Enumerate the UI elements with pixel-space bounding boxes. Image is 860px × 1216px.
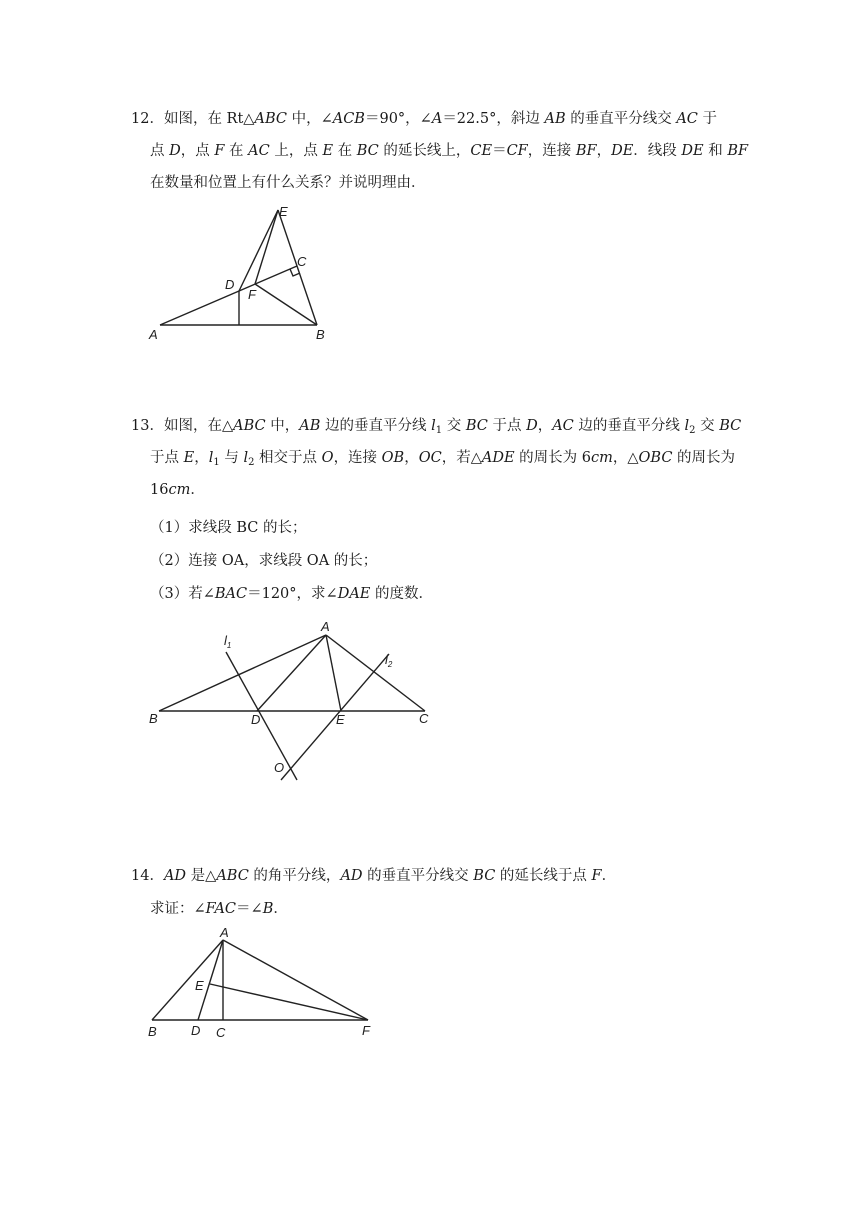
- q13-line-l2: [281, 654, 389, 780]
- q12-line-3: 在数量和位置上有什么关系？并说明理由．: [150, 175, 426, 191]
- q14-line-2: 求证：∠FAC＝∠B．: [150, 901, 288, 917]
- q12-label-b: B: [316, 327, 325, 342]
- q13-segment-ab: [159, 635, 326, 711]
- q13-label-l2: $l_2$: [385, 652, 393, 669]
- q13-label-d: D: [251, 712, 261, 727]
- q13-figure: [140, 618, 450, 788]
- q12-line-1: 12．如图，在 Rt△ABC 中，∠ACB＝90°，∠A＝22.5°，斜边 AB 的垂直平分线交 AC 于: [131, 111, 718, 127]
- q14-line-1: 14．AD 是△ABC 的角平分线，AD 的垂直平分线交 BC 的延长线于点 F．: [131, 868, 617, 884]
- q14-label-a: A: [220, 925, 229, 940]
- q12-label-d: D: [225, 277, 235, 292]
- q14-label-e: E: [195, 978, 204, 993]
- q12-label-c: C: [297, 254, 307, 269]
- q13-segment-ae: [326, 635, 341, 711]
- q13-segment-ac: [326, 635, 425, 711]
- q12-segment-fe: [255, 210, 278, 284]
- q13-line-2: 于点 E，$l_1$ 与 $l_2$ 相交于点 O，连接 OB，OC，若△ADE 的周长为 6cm，△OBC 的周长为: [150, 450, 736, 468]
- q13-label-o: O: [274, 760, 285, 775]
- q14-segment-af: [223, 940, 368, 1020]
- q13-label-c: C: [419, 711, 429, 726]
- q12-segment-ac: [160, 266, 297, 325]
- q12-label-f: F: [248, 287, 256, 302]
- q14-label-c: C: [216, 1025, 226, 1040]
- q13-label-e: E: [336, 712, 345, 727]
- q14-label-f: F: [362, 1023, 370, 1038]
- q14-number: 14．: [131, 868, 164, 884]
- q14-label-d: D: [191, 1023, 201, 1038]
- q14-segment-ef: [210, 984, 368, 1020]
- q12-label-a: A: [149, 327, 158, 342]
- q13-sub-question-1: （1）求线段 BC 的长；: [150, 520, 307, 536]
- q13-label-b: B: [149, 711, 158, 726]
- q13-label-a: A: [321, 619, 330, 634]
- q14-label-b: B: [148, 1024, 157, 1039]
- q13-sub-question-3: （3）若∠BAC＝120°，求∠DAE 的度数．: [150, 586, 433, 602]
- q12-label-e: E: [279, 204, 288, 219]
- q13-label-l1: $l_1$: [224, 633, 232, 650]
- q12-segment-bf: [255, 284, 317, 325]
- q12-figure: [140, 198, 360, 348]
- q13-line-1: 13．如图，在△ABC 中，AB 边的垂直平分线 $l_1$ 交 BC 于点 D，AC 边的垂直平分线 $l_2$ 交 BC: [131, 418, 742, 436]
- q13-line-l1: [226, 652, 297, 780]
- q13-segment-ad: [257, 635, 326, 711]
- q12-number: 12．: [131, 111, 164, 127]
- q13-sub-question-2: （2）连接 OA，求线段 OA 的长；: [150, 553, 378, 569]
- q14-figure: [140, 922, 390, 1047]
- q13-number: 13．: [131, 418, 164, 434]
- q12-segment-de: [239, 210, 278, 291]
- q14-segment-ab: [152, 940, 223, 1020]
- q12-line-2: 点 D，点 F 在 AC 上，点 E 在 BC 的延长线上，CE＝CF，连接 BF，DE．线段 DE 和 BF: [150, 143, 749, 159]
- q13-line-3: 16cm．: [150, 482, 205, 498]
